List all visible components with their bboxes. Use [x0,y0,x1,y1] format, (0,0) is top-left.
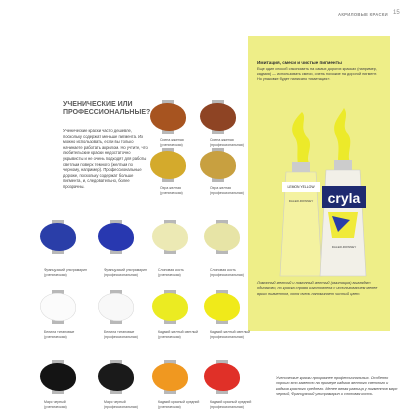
swatch-label: Французский ультрамарин (профессиональная) [104,268,147,277]
tube-right-brand: DALER-ROWNEY [331,245,357,249]
bottom-caption: Ученические краски прозрачнее профессиональных. Особенно хорошо это заметно на примере кадмия желтого светлого и кадмия красного среднего. Менее явная разница у пигментов марс черный, Французский ультрамарин и слоновая кость. [276,376,398,397]
paint-blob [40,363,76,391]
sidebar-box-title: Имитация, смеси и чистые пигменты [257,60,342,65]
swatch-ultra-student [36,220,80,254]
swatch-white-pro [94,290,138,324]
paint-blob [200,103,236,131]
swatch-label: Сиена жженая (ученическая) [160,138,184,147]
swatch-white-student [36,290,80,324]
swatch-label: Кадмий желтый светлый (профессиональная) [210,330,251,339]
swatch-label: Белила титановые (ученическая) [44,330,75,339]
paint-blob [98,223,134,251]
swatch-cadmed-student [148,360,192,394]
swatch-ivory-student [148,220,192,254]
sidebar-box-caption: Лимонный желтый и лимонный желтый (имитация) выглядят одинаково, но краска справа изготовлена с использованием менее ярких пигментов, хотя очень напоминает чистый цвет. [257,281,378,296]
swatch-ultra-pro [94,220,138,254]
paint-blob [152,363,188,391]
swatch-ochre-pro [196,148,240,182]
running-header-title: АКРИЛОВЫЕ КРАСКИ [338,12,388,17]
swatch-label: Марс черный (ученическая) [44,400,67,409]
swatch-cadmed-pro [200,360,244,394]
tube-left-label: LEMON YELLOW [287,185,315,189]
paint-blob [204,223,240,251]
swatch-black-student [36,360,80,394]
swatch-label: Кадмий красный средний (ученическая) [158,400,200,409]
tube-left [280,112,322,276]
swatch-black-pro [94,360,138,394]
swatch-siena-pro [196,100,240,134]
swatch-label: Охра желтая (профессиональная) [210,186,244,195]
tube-right [320,108,366,276]
swatch-label: Кадмий желтый светлый (ученическая) [158,330,199,339]
paint-blob [150,103,186,131]
sidebar-box-text: Еще один способ сэкономить на самых дорогих красках (например, кадмия) — использовать смеси, очень похожие на дорогой пигмент. Но упаковке будет написано «имитация». [257,67,377,82]
page-number: 15 [393,10,400,16]
paint-blob [200,151,236,179]
swatch-label: Белила титановые (профессиональная) [104,330,138,339]
swatch-label: Охра желтая (ученическая) [160,186,183,195]
swatch-label: Кадмий красный средний (профессиональная) [210,400,252,409]
tube-left-brand: DALER-ROWNEY [288,199,314,203]
section-title: УЧЕНИЧЕСКИЕ ИЛИ ПРОФЕССИОНАЛЬНЫЕ? [63,101,151,116]
paint-blob [204,293,240,321]
paint-blob [150,151,186,179]
paint-blob [98,293,134,321]
paint-blob [40,223,76,251]
swatch-label: Сиена жженая (профессиональная) [210,138,244,147]
swatch-label: Марс черный (профессиональная) [104,400,138,409]
page-header [0,0,420,22]
swatch-label: Французский ультрамарин (ученическая) [44,268,87,277]
swatch-label: Слоновая кость (профессиональная) [210,268,244,277]
paint-blob [98,363,134,391]
swatch-cadlight-student [148,290,192,324]
swatch-siena-student [146,100,190,134]
paint-blob [152,293,188,321]
swatch-cadlight-pro [200,290,244,324]
paint-blob [40,293,76,321]
tube-right-label: cryla [327,190,361,206]
section-intro: Ученические краски часто дешевле, поскольку содержат меньше пигмента. Их можно использовать, если вы только начинаете работать акрилом. Но учтите, что любительские краски недостаточно укрывисты и не очень подходят для работы светлым поверх темного (желтым по черному, например). Профессиональные дороже, поскольку содержат больше пигмента, и, следовательно, более прозрачны. [63,128,148,189]
paint-tubes-illustration [258,108,380,278]
paint-blob [204,363,240,391]
swatch-ivory-pro [200,220,244,254]
swatch-label: Слоновая кость (ученическая) [158,268,184,277]
paint-blob [152,223,188,251]
swatch-ochre-student [146,148,190,182]
